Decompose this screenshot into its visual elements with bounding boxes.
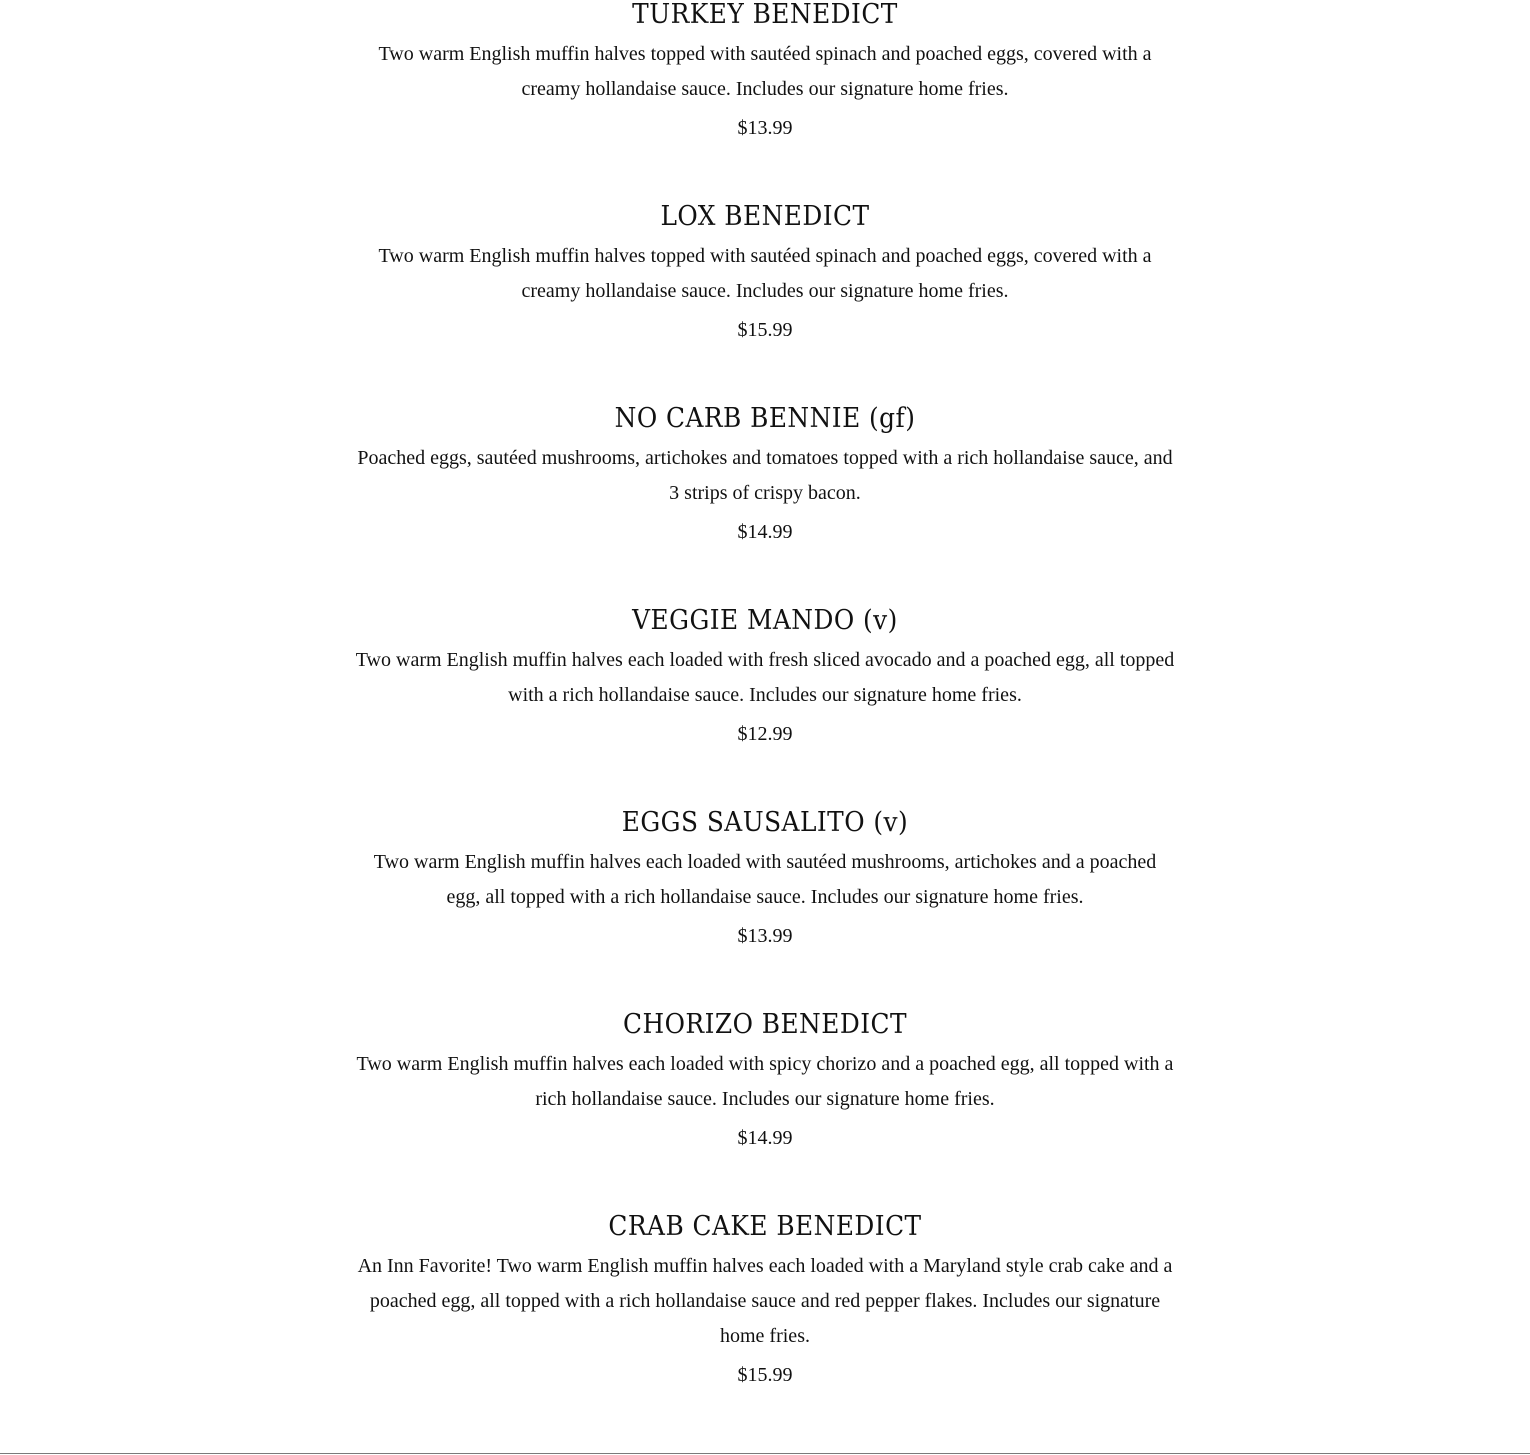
menu-item-eggs-sausalito: [355, 800, 1175, 1002]
menu-item-description: Two warm English muffin halves topped with sautéed spinach and poached eggs, covered with a creamy hollandaise sauce. Includes our signature home fries.: [378, 245, 1152, 302]
menu-item-name: VEGGIE MANDO (v): [632, 605, 898, 636]
menu-item-price: $12.99: [737, 723, 793, 745]
menu-item-price: $14.99: [737, 1127, 793, 1149]
menu-item-veggie-mando: [355, 598, 1175, 800]
menu-item-crab-cake-benedict: [355, 1204, 1175, 1444]
menu-item-name: EGGS SAUSALITO (v): [621, 807, 909, 838]
menu-item-description: Two warm English muffin halves each loaded with spicy chorizo and a poached egg, all topped with a rich hollandaise sauce. Includes our signature home fries.: [356, 1053, 1174, 1110]
menu-item-turkey-benedict: [355, 0, 1175, 194]
menu-item-description: Two warm English muffin halves topped with sautéed spinach and poached eggs, covered with a creamy hollandaise sauce. Includes our signature home fries.: [378, 43, 1152, 100]
menu-item-name: TURKEY BENEDICT: [632, 0, 898, 30]
menu-item-no-carb-bennie: [355, 396, 1175, 598]
menu-item-price: $15.99: [737, 319, 793, 341]
menu-item-description: Two warm English muffin halves each loaded with fresh sliced avocado and a poached egg, all topped with a rich hollandaise sauce. Includes our signature home fries.: [355, 649, 1175, 706]
menu-item-price: $13.99: [737, 117, 793, 139]
menu-item-price: $15.99: [737, 1364, 793, 1386]
menu-item-chorizo-benedict: [355, 1002, 1175, 1204]
menu-item-name: NO CARB BENNIE (gf): [614, 403, 916, 434]
menu-item-price: $14.99: [737, 521, 793, 543]
menu-item-description: Two warm English muffin halves each loaded with sautéed mushrooms, artichokes and a poached egg, all topped with a rich hollandaise sauce. Includes our signature home fries.: [373, 851, 1157, 908]
menu-item-description: Poached eggs, sautéed mushrooms, artichokes and tomatoes topped with a rich hollandaise sauce, and 3 strips of crispy bacon.: [357, 447, 1173, 504]
menu-item-description: An Inn Favorite! Two warm English muffin halves each loaded with a Maryland style crab cake and a poached egg, all topped with a rich hollandaise sauce and red pepper flakes. Includes our signature home fries.: [357, 1255, 1173, 1347]
menu-item-name: CHORIZO BENEDICT: [623, 1009, 907, 1040]
bottom-divider: [0, 1453, 1530, 1454]
menu-item-name: LOX BENEDICT: [660, 201, 870, 232]
menu-item-lox-benedict: [355, 194, 1175, 396]
menu-item-price: $13.99: [737, 925, 793, 947]
menu-item-name: CRAB CAKE BENEDICT: [608, 1211, 922, 1242]
